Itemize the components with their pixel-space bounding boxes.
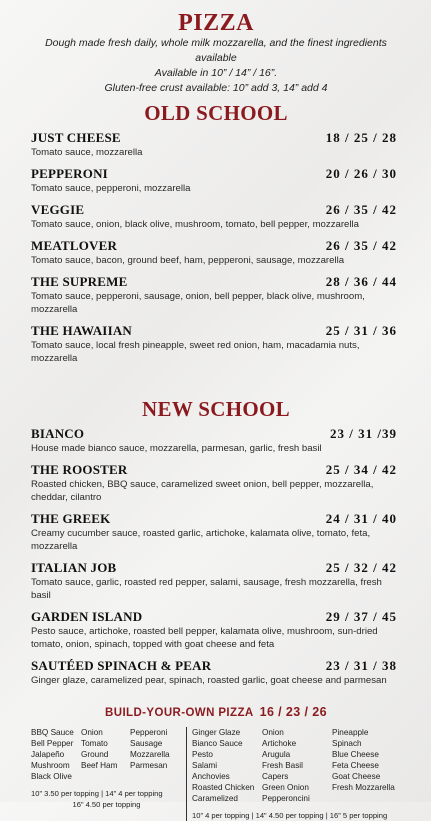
menu-item-name: THE ROOSTER xyxy=(31,462,128,477)
menu-item-name: THE GREEK xyxy=(31,511,111,526)
topping-item: Fresh Basil xyxy=(262,761,303,770)
topping-item: Tomato xyxy=(81,739,108,748)
menu-item-description: Creamy cucumber sauce, roasted garlic, artichoke, kalamata olive, tomato, feta, mozzarella xyxy=(31,528,371,552)
topping-item: Sausage xyxy=(130,739,163,748)
menu-item xyxy=(31,462,401,504)
topping-item: Feta Cheese xyxy=(332,761,379,770)
topping-item: Roasted Chicken xyxy=(192,783,255,792)
menu-item-price: 20 / 26 / 30 xyxy=(325,166,397,181)
menu-item-description: House made bianco sauce, mozzarella, parmesan, garlic, fresh basil xyxy=(31,443,322,454)
topping-item: Artichoke xyxy=(262,739,297,748)
new-school-list xyxy=(31,426,401,687)
topping-item: Pepperoncini xyxy=(262,794,310,803)
menu-item-name: THE SUPREME xyxy=(31,274,128,289)
menu-item xyxy=(31,609,401,651)
topping-item: BBQ Sauce xyxy=(31,728,74,737)
menu-item xyxy=(31,166,401,195)
byo-right-col-3 xyxy=(332,727,402,804)
menu-item-price: 24 / 31 / 40 xyxy=(325,511,397,526)
topping-item: Fresh Mozzarella xyxy=(332,783,395,792)
menu-item-header xyxy=(31,609,401,625)
menu-item-price: 23 / 31 / 38 xyxy=(325,658,397,673)
topping-item: Green Onion xyxy=(262,783,309,792)
byo-left-topping-price-2: 16” 4.50 per topping xyxy=(72,800,141,809)
menu-item-header xyxy=(31,511,401,527)
topping-item: Onion xyxy=(262,728,284,737)
menu-item xyxy=(31,426,401,455)
topping-item: Bell Pepper xyxy=(31,739,74,748)
menu-item-header xyxy=(31,426,401,442)
menu-item-header xyxy=(31,274,401,290)
topping-item: Ground xyxy=(81,750,109,759)
menu-item-description: Ginger glaze, caramelized pear, spinach, roasted garlic, goat cheese and parmesan xyxy=(31,675,387,686)
menu-item-name: SAUTÉED SPINACH & PEAR xyxy=(31,658,212,673)
topping-item: Parmesan xyxy=(130,761,168,770)
menu-item-description: Tomato sauce, pepperoni, mozzarella xyxy=(31,183,191,194)
menu-item-header xyxy=(31,130,401,146)
byo-toppings xyxy=(31,727,401,821)
byo-heading xyxy=(31,705,401,719)
topping-item: Anchovies xyxy=(192,772,230,781)
header-line-2: Available in 10” / 14” / 16”. xyxy=(154,67,278,79)
topping-item: Ginger Glaze xyxy=(192,728,241,737)
menu-item-description: Tomato sauce, mozzarella xyxy=(31,147,143,158)
menu-item-price: 18 / 25 / 28 xyxy=(325,130,397,145)
byo-left-col-2 xyxy=(81,727,130,782)
menu-item-name: JUST CHEESE xyxy=(31,130,121,145)
byo-prices: 16 / 23 / 26 xyxy=(259,705,327,719)
menu-item xyxy=(31,130,401,159)
topping-item: Caramelized xyxy=(192,794,238,803)
menu-item-name: GARDEN ISLAND xyxy=(31,609,143,624)
menu-item xyxy=(31,274,401,316)
menu-item xyxy=(31,511,401,553)
menu-item-header xyxy=(31,658,401,674)
topping-item: Spinach xyxy=(332,739,362,748)
menu-item xyxy=(31,560,401,602)
menu-item-name: THE HAWAIIAN xyxy=(31,323,133,338)
menu-item-description: Tomato sauce, pepperoni, sausage, onion, bell pepper, black olive, mushroom, mozzarella xyxy=(31,291,365,315)
menu-item xyxy=(31,202,401,231)
menu-item-price: 26 / 35 / 42 xyxy=(325,202,397,217)
menu-item xyxy=(31,238,401,267)
byo-left-topping-price-1: 10” 3.50 per topping | 14” 4 per topping xyxy=(31,789,163,798)
topping-item: Mushroom xyxy=(31,761,70,770)
topping-item: Goat Cheese xyxy=(332,772,381,781)
menu-item-description: Pesto sauce, artichoke, roasted bell pepper, kalamata olive, mushroom, sun-dried tomato, onion, spinach, topped with goat cheese and feta xyxy=(31,626,378,650)
topping-item: Bianco Sauce xyxy=(192,739,243,748)
menu-item xyxy=(31,323,401,365)
old-school-list xyxy=(31,130,401,365)
topping-item: Pineapple xyxy=(332,728,369,737)
menu-item-name: MEATLOVER xyxy=(31,238,118,253)
menu-item-price: 26 / 35 / 42 xyxy=(325,238,397,253)
menu-item-description: Roasted chicken, BBQ sauce, caramelized sweet onion, bell pepper, mozzarella, cheddar, cilantro xyxy=(31,479,374,503)
menu-item-header xyxy=(31,166,401,182)
topping-item: Jalapeño xyxy=(31,750,65,759)
menu-item-name: VEGGIE xyxy=(31,202,85,217)
menu-item-header xyxy=(31,202,401,218)
topping-item: Mozzarella xyxy=(130,750,170,759)
menu-item-description: Tomato sauce, local fresh pineapple, sweet red onion, ham, macadamia nuts, mozzarella xyxy=(31,340,360,364)
topping-item: Capers xyxy=(262,772,289,781)
menu-item-price: 28 / 36 / 44 xyxy=(325,274,397,289)
header-line-1: Dough made fresh daily, whole milk mozzarella, and the finest ingredients available xyxy=(45,37,387,64)
menu-item-description: Tomato sauce, onion, black olive, mushroom, tomato, bell pepper, mozzarella xyxy=(31,219,359,230)
menu-item-price: 23 / 31 /39 xyxy=(330,426,397,441)
menu-item-price: 25 / 31 / 36 xyxy=(325,323,397,338)
menu-item-header xyxy=(31,560,401,576)
byo-right-col-2 xyxy=(262,727,332,804)
topping-item: Salami xyxy=(192,761,218,770)
header-line-3: Gluten-free crust available: 10” add 3, 14” add 4 xyxy=(104,82,328,94)
page-title: PIZZA xyxy=(178,10,254,36)
byo-left-col-1 xyxy=(31,727,81,782)
new-school-heading: NEW SCHOOL xyxy=(142,397,290,421)
menu-item-description: Tomato sauce, bacon, ground beef, ham, pepperoni, sausage, mozzarella xyxy=(31,255,345,266)
byo-left-col-3 xyxy=(130,727,182,782)
old-school-heading: OLD SCHOOL xyxy=(144,101,288,125)
menu-item-name: ITALIAN JOB xyxy=(31,560,117,575)
topping-item: Pepperoni xyxy=(130,728,168,737)
topping-item: Pesto xyxy=(192,750,213,759)
menu-item-name: BIANCO xyxy=(31,426,85,441)
byo-left-panel xyxy=(31,727,187,821)
menu-item-price: 29 / 37 / 45 xyxy=(325,609,397,624)
menu-item xyxy=(31,658,401,687)
menu-item-price: 25 / 34 / 42 xyxy=(325,462,397,477)
menu-item-header xyxy=(31,323,401,339)
topping-item: Arugula xyxy=(262,750,291,759)
menu-item-name: PEPPERONI xyxy=(31,166,108,181)
menu-item-header xyxy=(31,462,401,478)
byo-right-panel xyxy=(187,727,402,821)
topping-item: Blue Cheese xyxy=(332,750,379,759)
byo-right-topping-price: 10” 4 per topping | 14” 4.50 per topping | 16” 5 per topping xyxy=(192,811,388,820)
menu-item-description: Tomato sauce, garlic, roasted red pepper, salami, sausage, fresh mozzarella, fresh basil xyxy=(31,577,382,601)
byo-title: BUILD-YOUR-OWN PIZZA xyxy=(105,707,254,719)
menu-item-header xyxy=(31,238,401,254)
topping-item: Onion xyxy=(81,728,103,737)
byo-right-col-1 xyxy=(192,727,262,804)
menu-item-price: 25 / 32 / 42 xyxy=(325,560,397,575)
topping-item: Black Olive xyxy=(31,772,72,781)
topping-item: Beef Ham xyxy=(81,761,118,770)
